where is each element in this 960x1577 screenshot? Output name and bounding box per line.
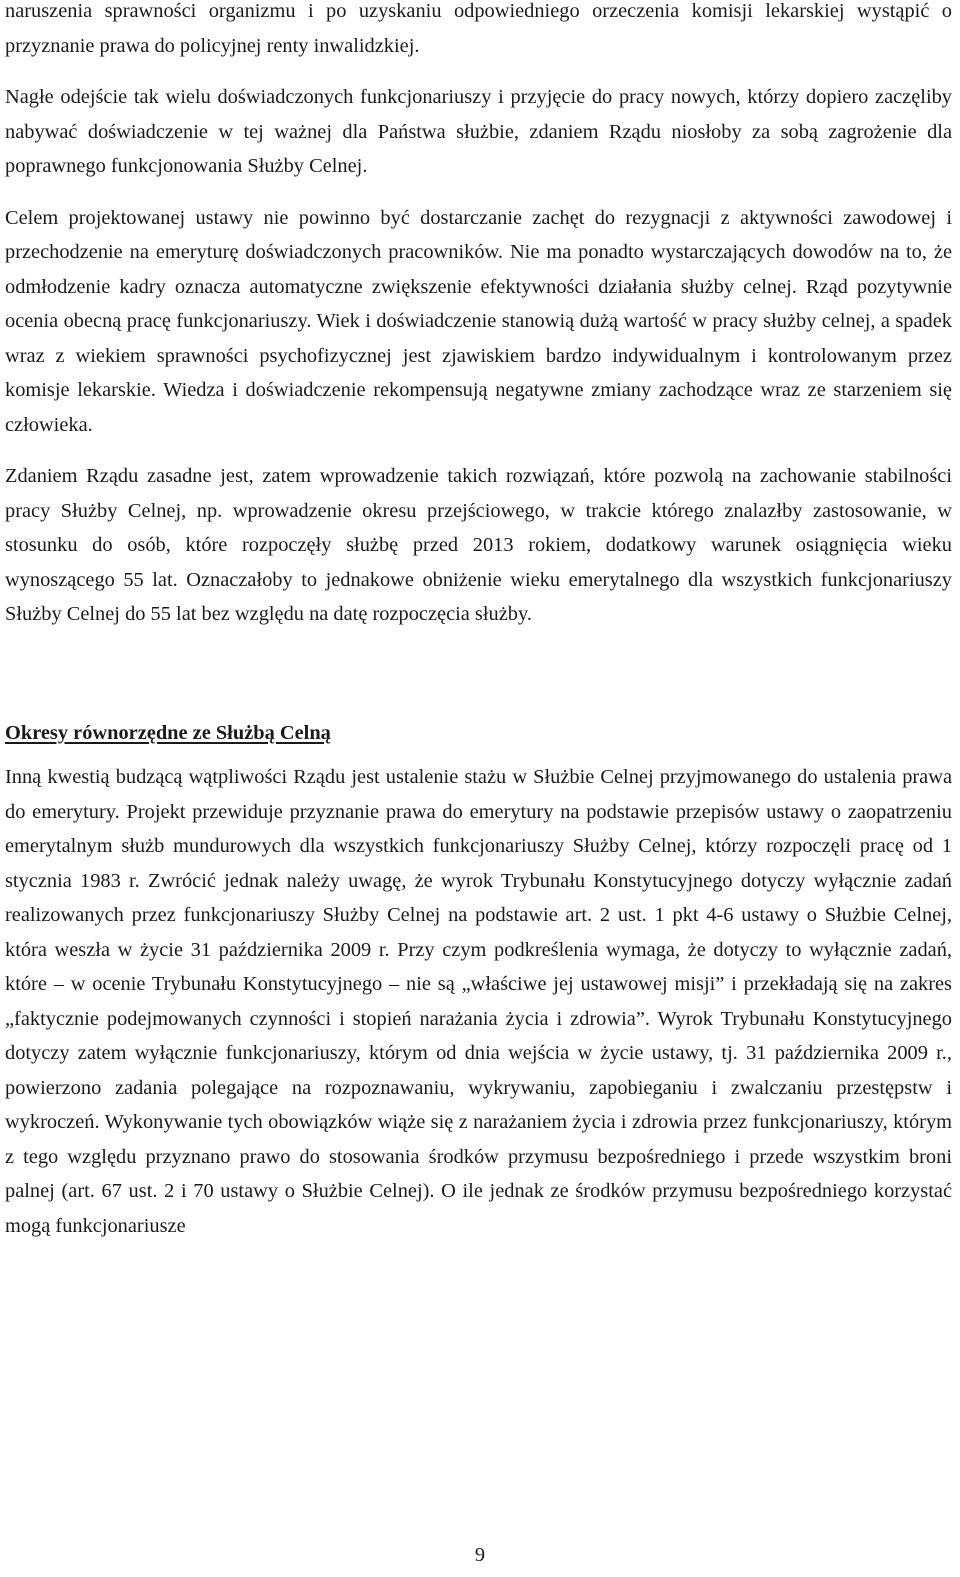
paragraph-equivalent-periods: Inną kwestią budzącą wątpliwości Rządu jest ustalenie stażu w Służbie Celnej przyjmowanego do ustalenia prawa do emerytury. Projekt przewiduje przyznanie prawa do emerytury na podstawie przepisów ustawy o zaopatrzeniu emerytalnym służb mundurowych dla wszystkich funkcjonariuszy Służby Celnej, którzy rozpoczęli pracę od 1 stycznia 1983 r. Zwrócić jednak należy uwagę, że wyrok Trybunału Konstytucyjnego dotyczy wyłącznie zadań realizowanych przez funkcjonariuszy Służby Celnej na podstawie art. 2 ust. 1 pkt 4-6 ustawy o Służbie Celnej, która weszła w życie 31 października 2009 r. Przy czym podkreślenia wymaga, że dotyczy to wyłącznie zadań, które – w ocenie Trybunału Konstytucyjnego – nie są „właściwe jej ustawowej misji” i przekładają się na zakres „faktycznie podejmowanych czynności i stopień narażania życia i zdrowia”. Wyrok Trybunału Konstytucyjnego dotyczy zatem wyłącznie funkcjonariuszy, którym od dnia wejścia w życie ustawy, tj. 31 października 2009 r., powierzono zadania polegające na rozpoznawaniu, wykrywaniu, zapobieganiu i zwalczaniu przestępstw i wykroczeń. Wykonywanie tych obowiązków wiąże się z narażaniem życia i zdrowia przez funkcjonariuszy, którym z tego względu przyznano prawo do stosowania środków przymusu bezpośredniego i przede wszystkim broni palnej (art. 67 ust. 2 i 70 ustawy o Służbie Celnej). O ile jednak ze środków przymusu bezpośredniego korzystać mogą funkcjonariusze [5, 766, 952, 1237]
paragraph-government-opinion: Zdaniem Rządu zasadne jest, zatem wprowadzenie takich rozwiązań, które pozwolą na zachowanie stabilności pracy Służby Celnej, np. wprowadzenie okresu przejściowego, w trakcie którego znalazłby zastosowanie, w stosunku do osób, które rozpoczęły służbę przed 2013 rokiem, dodatkowy warunek osiągnięcia wieku wynoszącego 55 lat. Oznaczałoby to jednakowe obniżenie wieku emerytalnego dla wszystkich funkcjonariuszy Służby Celnej do 55 lat bez względu na datę rozpoczęcia służby. [5, 465, 952, 625]
paragraph-continued: naruszenia sprawności organizmu i po uzyskaniu odpowiedniego orzeczenia komisji lekarskiej wystąpić o przyznanie prawa do policyjnej renty inwalidzkiej. [5, 0, 952, 57]
page-number: 9 [474, 1544, 486, 1566]
paragraph-bill-objective: Celem projektowanej ustawy nie powinno być dostarczanie zachęt do rezygnacji z aktywności zawodowej i przechodzenie na emeryturę doświadczonych pracowników. Nie ma ponadto wystarczających dowodów na to, że odmłodzenie kadry oznacza automatyczne zwiększenie efektywności działania służby celnej. Rząd pozytywnie ocenia obecną pracę funkcjonariuszy. Wiek i doświadczenie stanowią dużą wartość w pracy służby celnej, a spadek wraz z wiekiem sprawności psychofizycznej jest zjawiskiem bardzo indywidualnym i kontrolowanym przez komisje lekarskie. Wiedza i doświadczenie rekompensują negatywne zmiany zachodzące wraz ze starzeniem się człowieka. [5, 206, 952, 436]
paragraph-staff-departure: Nagłe odejście tak wielu doświadczonych funkcjonariuszy i przyjęcie do pracy nowych, którzy dopiero zaczęliby nabywać doświadczenie w tej ważnej dla Państwa służbie, zdaniem Rządu niosłoby za sobą zagrożenie dla poprawnego funkcjonowania Służby Celnej. [5, 86, 952, 177]
document-page [5, 0, 952, 1243]
section-heading: Okresy równorzędne ze Służbą Celną [5, 721, 331, 744]
